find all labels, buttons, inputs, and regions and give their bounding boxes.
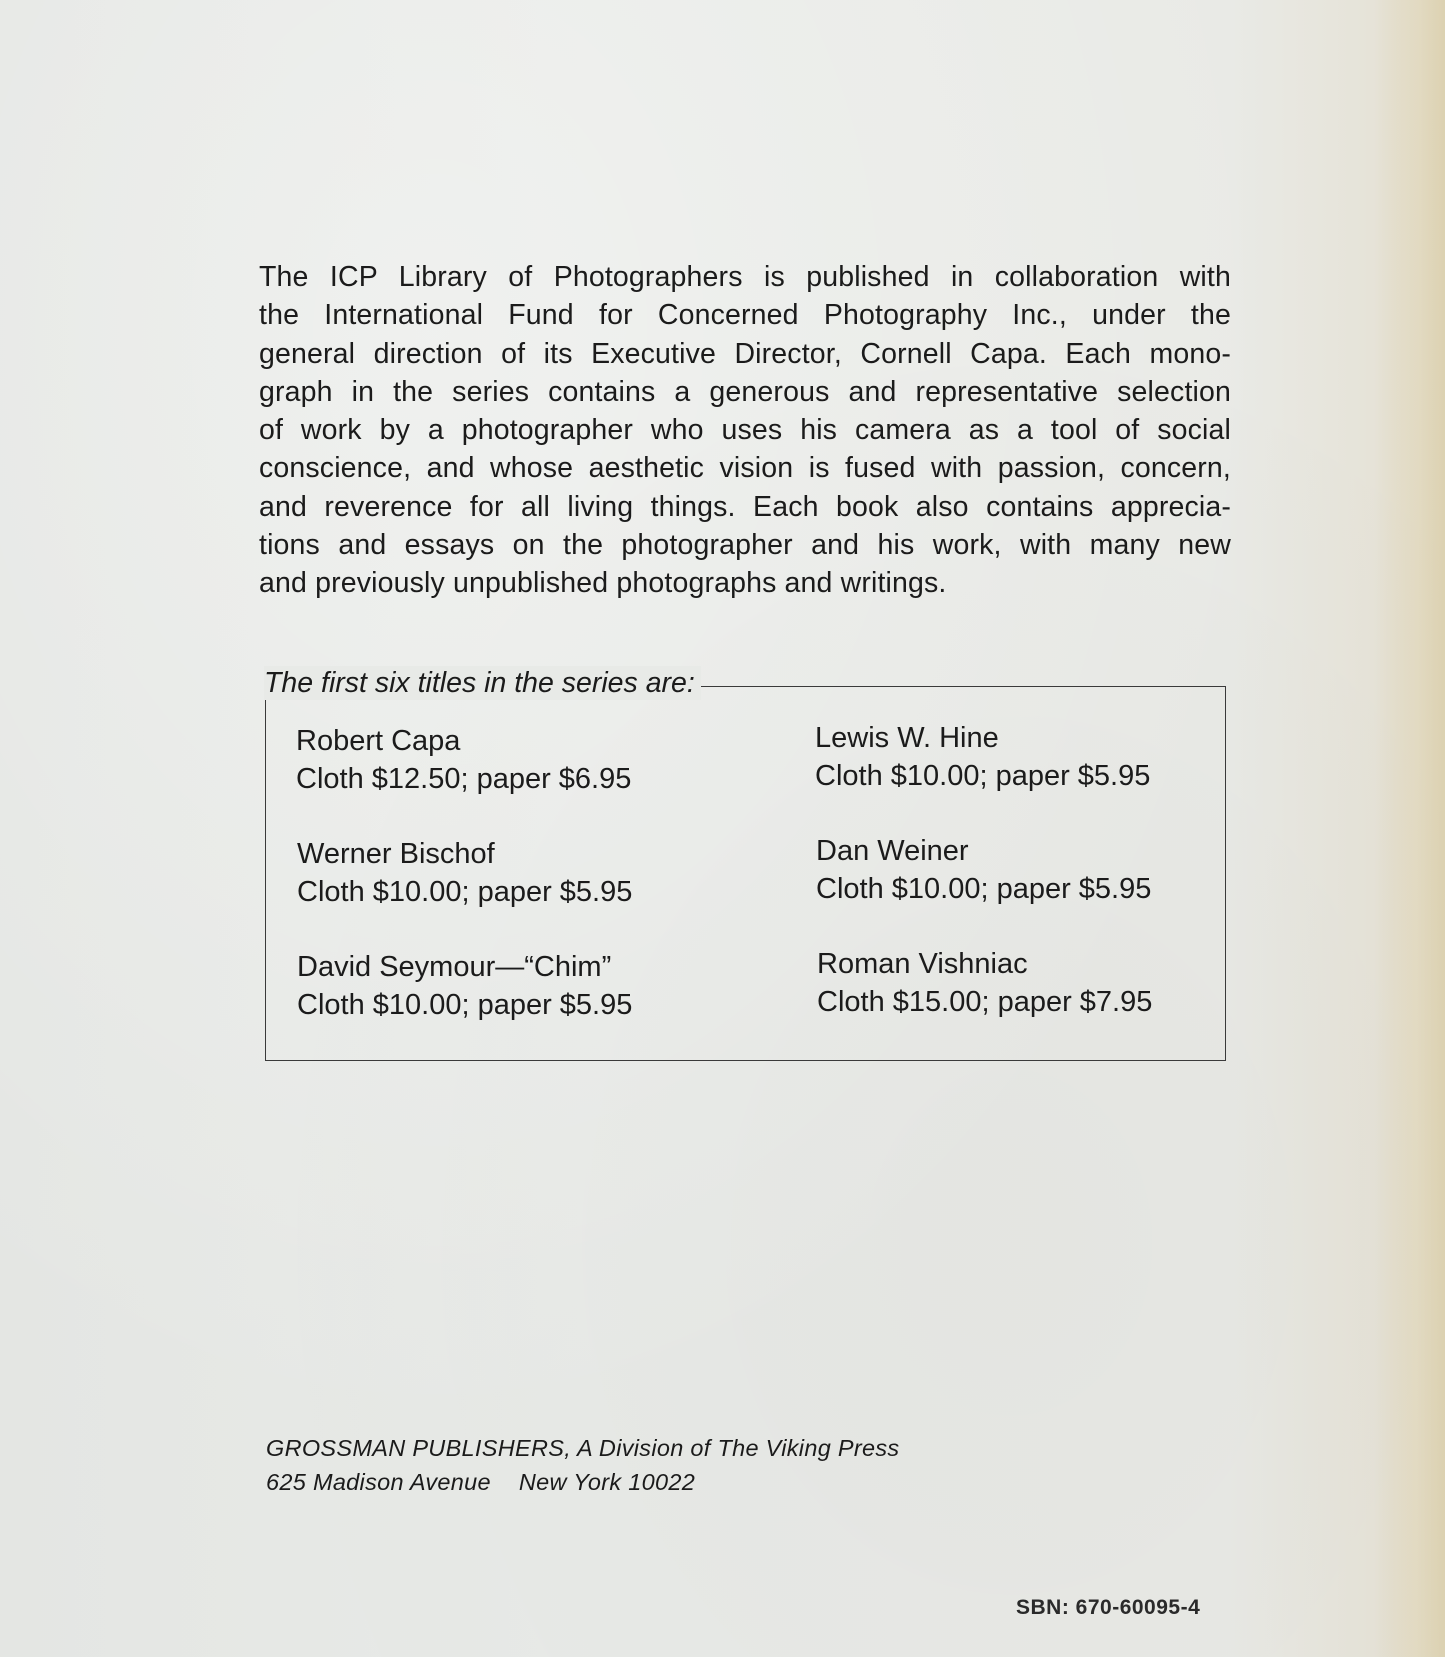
description-line: graph in the series contains a generous and representative selection	[259, 375, 1231, 408]
title-name: Werner Bischof	[297, 838, 495, 870]
description-line: conscience, and whose aesthetic vision is fused with passion, concern,	[259, 452, 1231, 485]
description-line: tions and essays on the photographer and his work, with many new	[259, 529, 1231, 562]
description-line: the International Fund for Concerned Photography Inc., under the	[259, 299, 1231, 332]
title-entry-robert-capa	[296, 722, 631, 798]
title-entry-dan-weiner	[816, 832, 1151, 908]
title-price: Cloth $10.00; paper $5.95	[297, 876, 633, 908]
series-description	[259, 258, 1231, 603]
description-line: general direction of its Executive Director, Cornell Capa. Each mono-	[259, 337, 1231, 370]
title-entry-david-seymour	[297, 948, 632, 1024]
title-name: Robert Capa	[296, 725, 461, 757]
publisher-address	[266, 1465, 899, 1499]
title-price: Cloth $12.50; paper $6.95	[296, 763, 632, 795]
title-price: Cloth $15.00; paper $7.95	[817, 986, 1153, 1018]
description-line: The ICP Library of Photographers is published in collaboration with	[259, 261, 1231, 293]
description-line: and previously unpublished photographs and writings.	[259, 567, 947, 600]
publisher-imprint	[266, 1431, 899, 1499]
title-price: Cloth $10.00; paper $5.95	[815, 760, 1151, 792]
publisher-street: 625 Madison Avenue	[266, 1469, 491, 1495]
title-entry-lewis-hine	[815, 719, 1150, 795]
paper-edge-discoloration	[1375, 0, 1445, 1657]
description-line: of work by a photographer who uses his camera as a tool of social	[259, 414, 1231, 447]
title-entry-roman-vishniac	[817, 945, 1152, 1021]
sbn-number: SBN: 670-60095-4	[1016, 1596, 1201, 1619]
description-line: and reverence for all living things. Each book also contains apprecia-	[259, 490, 1231, 523]
series-titles-box	[265, 686, 1226, 1061]
title-price: Cloth $10.00; paper $5.95	[816, 873, 1152, 905]
title-name: Lewis W. Hine	[815, 722, 999, 754]
series-heading: The first six titles in the series are:	[264, 666, 701, 700]
publisher-name: GROSSMAN PUBLISHERS, A Division of The Viking Press	[266, 1435, 900, 1461]
title-entry-werner-bischof	[297, 835, 632, 911]
title-name: David Seymour—“Chim”	[297, 951, 612, 983]
publisher-city: New York 10022	[518, 1469, 696, 1495]
title-name: Roman Vishniac	[817, 948, 1028, 980]
title-price: Cloth $10.00; paper $5.95	[297, 989, 633, 1021]
title-name: Dan Weiner	[816, 835, 969, 867]
